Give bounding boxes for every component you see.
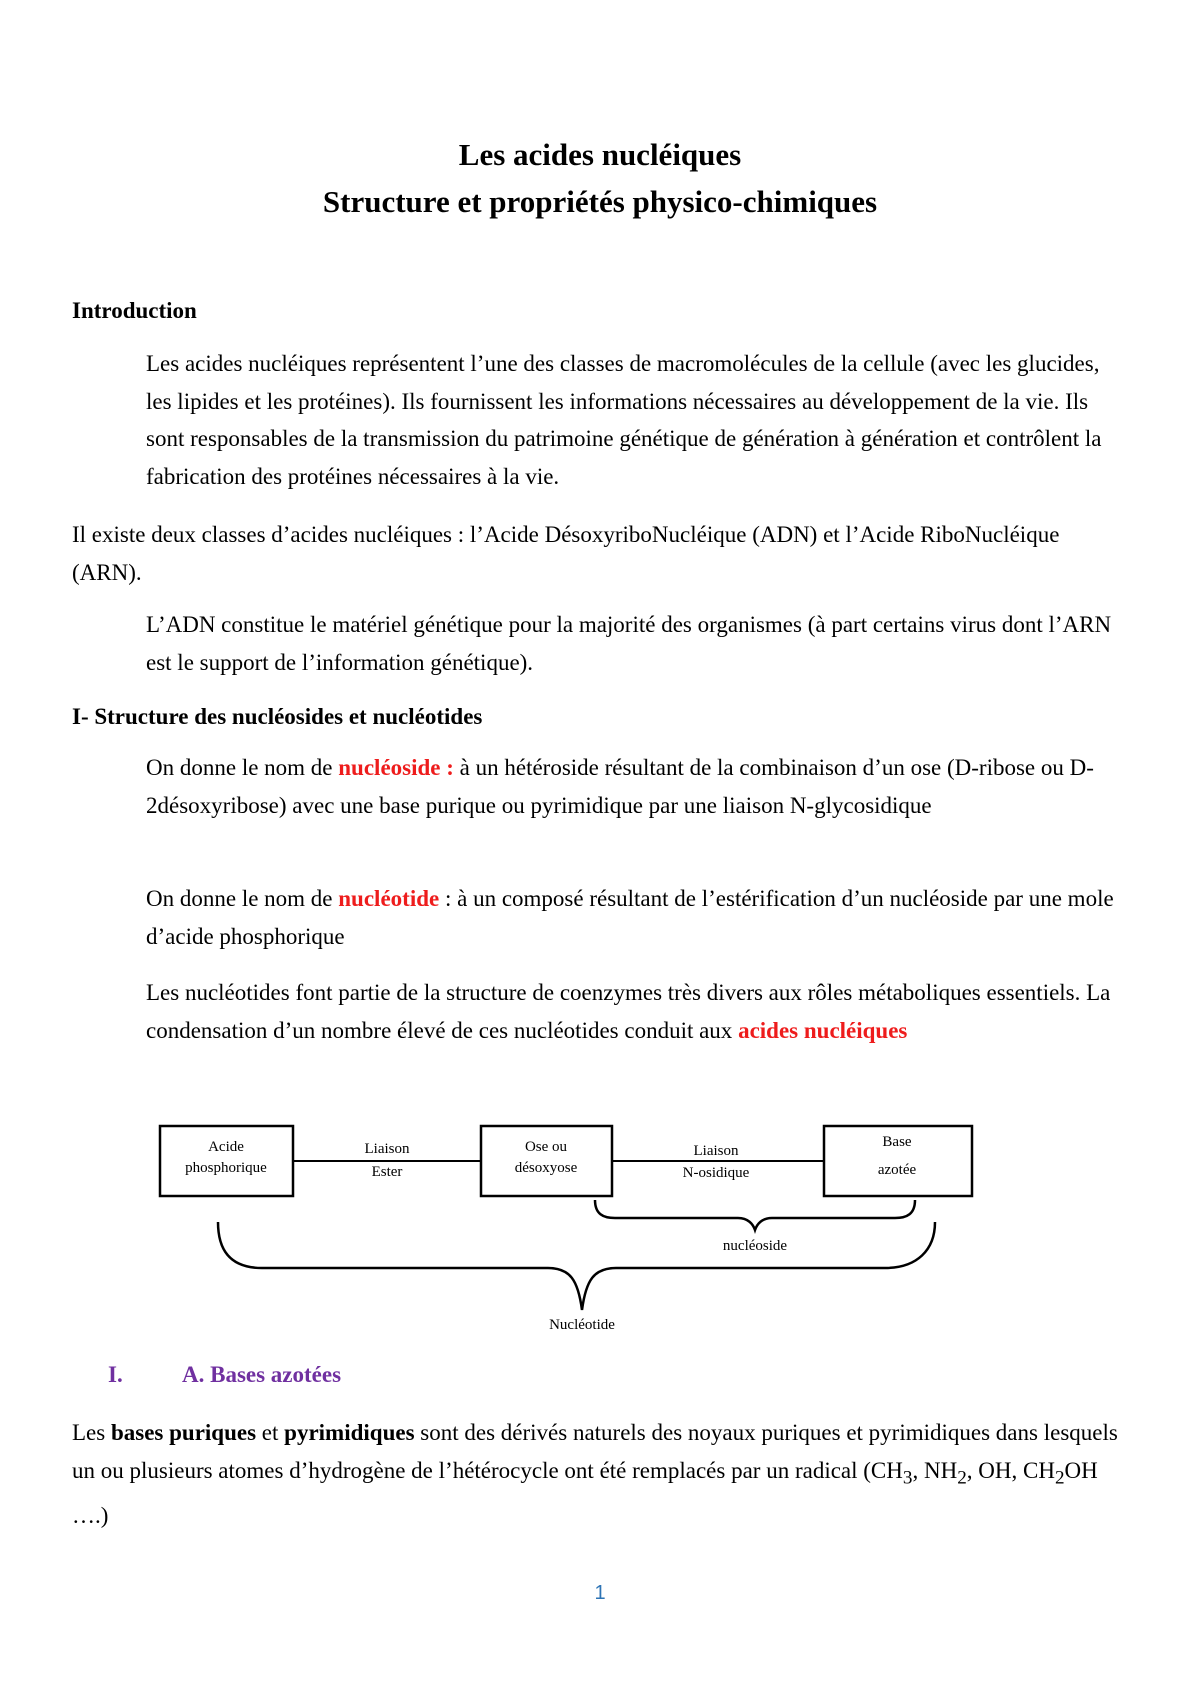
nucleoside-brace — [595, 1200, 915, 1230]
nucleoside-def-after: à un hétéroside résultant de la combinaison d’un ose (D-ribose ou D-2désoxyribose) avec une base purique ou pyrimidique par une liaison N-glycosidique — [146, 755, 1094, 818]
nucleoside-term: nucléoside : — [338, 755, 454, 780]
ch3-subscript: 3 — [902, 1467, 913, 1489]
nh2-subscript: 2 — [957, 1467, 967, 1489]
document-title: Les acides nucléiques — [458, 137, 742, 172]
link1-label-1: Liaison — [364, 1141, 410, 1157]
box1-label-1: Acide — [208, 1139, 244, 1155]
intro-paragraph-2 — [72, 516, 1122, 591]
bases-text-5: , OH, CH — [966, 1457, 1055, 1483]
bases-text-6: OH ….) — [72, 1457, 1098, 1528]
bases-text-4: , NH — [912, 1457, 958, 1483]
intro-paragraph-3 — [72, 606, 1122, 681]
nucleoside-def-before: On donne le nom de — [146, 755, 339, 780]
intro-paragraph-1 — [72, 345, 1122, 495]
box2-label-2: désoxyose — [514, 1160, 578, 1176]
bases-paragraph — [72, 1414, 1122, 1534]
nucleic-acids-term: acides nucléiques — [738, 1017, 908, 1043]
nucleotide-def-after: : à un composé résultant de l’estérification d’un nucléoside par une mole d’acide phosphorique — [146, 886, 1114, 949]
bases-text-1: Les — [72, 1420, 111, 1445]
section-1-heading: I- Structure des nucléosides et nucléotides — [72, 704, 483, 729]
ch2oh-subscript: 2 — [1054, 1467, 1065, 1489]
link1-label-2: Ester — [371, 1164, 403, 1180]
page-number: 1 — [594, 1582, 606, 1604]
section-a-heading: A. Bases azotées — [182, 1362, 342, 1387]
nucleotide-term: nucléotide — [338, 886, 440, 911]
intro-p1-text: Les acides nucléiques représentent l’une des classes de macromolécules de la cellule (avec les glucides, les lipides et les protéines). Ils fournissent les informations nécessaires au développement de la vie. Ils sont responsables de la transmission du patrimoine génétique de génération à génération et contrôlent la fabrication des protéines nécessaires à la vie. — [146, 351, 1102, 489]
nucleotides-paragraph — [72, 974, 1122, 1049]
intro-heading: Introduction — [72, 298, 197, 323]
box2-label-1: Ose ou — [524, 1139, 568, 1155]
box3-label-2: azotée — [877, 1162, 917, 1178]
nucleoside-brace-label: nucléoside — [722, 1238, 788, 1254]
section-a-numeral: I. — [108, 1362, 123, 1387]
bases-text-3: sont des dérivés naturels des noyaux puriques et pyrimidiques dans lesquels un ou plusieurs atomes d’hydrogène de l’hétérocycle ont été remplacés par un radical (CH — [72, 1420, 1118, 1483]
nucleotide-def-before: On donne le nom de — [146, 886, 339, 911]
link2-label-2: N-osidique — [682, 1165, 750, 1181]
nucleoside-definition — [72, 749, 1122, 824]
bases-text-2: et — [256, 1420, 285, 1445]
nucleotide-definition — [72, 880, 1122, 955]
box3-label-1: Base — [882, 1134, 912, 1150]
pyrimidiques-term: pyrimidiques — [284, 1420, 415, 1445]
nucleotides-text: Les nucléotides font partie de la structure de coenzymes très divers aux rôles métaboliques essentiels. La condensation d’un nombre élevé de ces nucléotides conduit aux — [146, 980, 1111, 1043]
nucleotide-brace-label: Nucléotide — [549, 1317, 615, 1333]
link2-label-1: Liaison — [693, 1143, 739, 1159]
intro-p3-text: L’ADN constitue le matériel génétique pour la majorité des organismes (à part certains virus dont l’ARN est le support de l’information génétique). — [146, 612, 1112, 675]
bases-puriques-term: bases puriques — [110, 1420, 257, 1445]
intro-p2-text: Il existe deux classes d’acides nucléiques : l’Acide DésoxyriboNucléique (ADN) et l’Acide RiboNucléique (ARN). — [72, 522, 1060, 585]
nucleotide-brace — [218, 1222, 935, 1310]
document-subtitle: Structure et propriétés physico-chimiques — [322, 184, 878, 219]
box1-label-2: phosphorique — [185, 1160, 267, 1176]
nucleotide-diagram — [0, 1110, 1200, 1335]
